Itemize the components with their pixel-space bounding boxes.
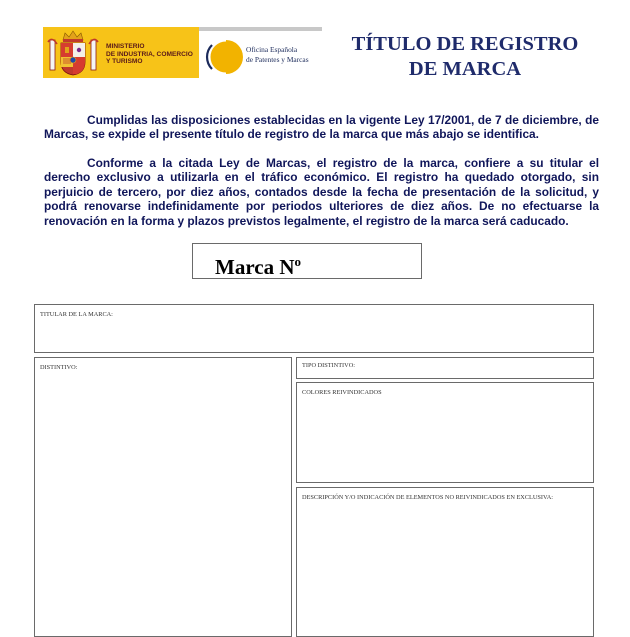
rights-paragraph: Conforme a la citada Ley de Marcas, el registro de la marca, confiere a su titular el derecho exclusivo a utilizarla en el tráfico económico. El registro ha quedado otorgado, sin perjuicio de tercero, por diez años, contados desde la fecha de presentación de la solicitud, y podrá renovarse indefinidamente por periodos ulteriores de diez años. De no efectuarse la renovación en la forma y plazos previstos legalmente, el registro de la marca será caducado. — [44, 156, 599, 228]
colores-label: COLORES REIVINDICADOS — [302, 389, 382, 396]
spain-coat-of-arms-icon — [47, 30, 99, 76]
ministry-line: DE INDUSTRIA, COMERCIO — [106, 50, 193, 58]
distintivo-label: DISTINTIVO: — [40, 364, 78, 371]
tipo-distintivo-label: TIPO DISTINTIVO: — [302, 362, 355, 369]
descripcion-field — [296, 487, 594, 637]
tipo-distintivo-field — [296, 357, 594, 379]
title-line: TÍTULO DE REGISTRO — [351, 33, 579, 55]
oepm-line: Oficina Española — [246, 45, 298, 54]
descripcion-label: DESCRIPCIÓN Y/O INDICACIÓN DE ELEMENTOS NO REIVINDICADOS EN EXCLUSIVA: — [302, 494, 554, 501]
ministry-name — [106, 43, 198, 66]
colores-field — [296, 382, 594, 483]
oepm-circle-logo-icon — [204, 37, 244, 77]
marca-number-label — [215, 250, 301, 279]
distintivo-field — [34, 357, 292, 637]
page-title — [330, 32, 600, 82]
intro-paragraph: Cumplidas las disposiciones establecidas en la vigente Ley 17/2001, de 7 de diciembre, de Marcas, se expide el presente título de registro de la marca que más abajo se identifica. — [44, 113, 599, 142]
ministry-line: Y TURISMO — [106, 58, 143, 66]
ministry-line: MINISTERIO — [106, 43, 145, 50]
marca-number-box — [192, 243, 422, 279]
ministry-logo — [43, 27, 199, 78]
marca-label-text: Marca N — [215, 255, 295, 279]
oepm-line: de Patentes y Marcas — [246, 55, 309, 64]
titular-field — [34, 304, 594, 353]
marca-ordinal-superscript: o — [294, 254, 301, 269]
titular-label: TITULAR DE LA MARCA: — [40, 311, 113, 318]
oepm-logo — [199, 27, 322, 78]
title-line: DE MARCA — [408, 58, 522, 80]
oepm-name — [246, 45, 326, 65]
